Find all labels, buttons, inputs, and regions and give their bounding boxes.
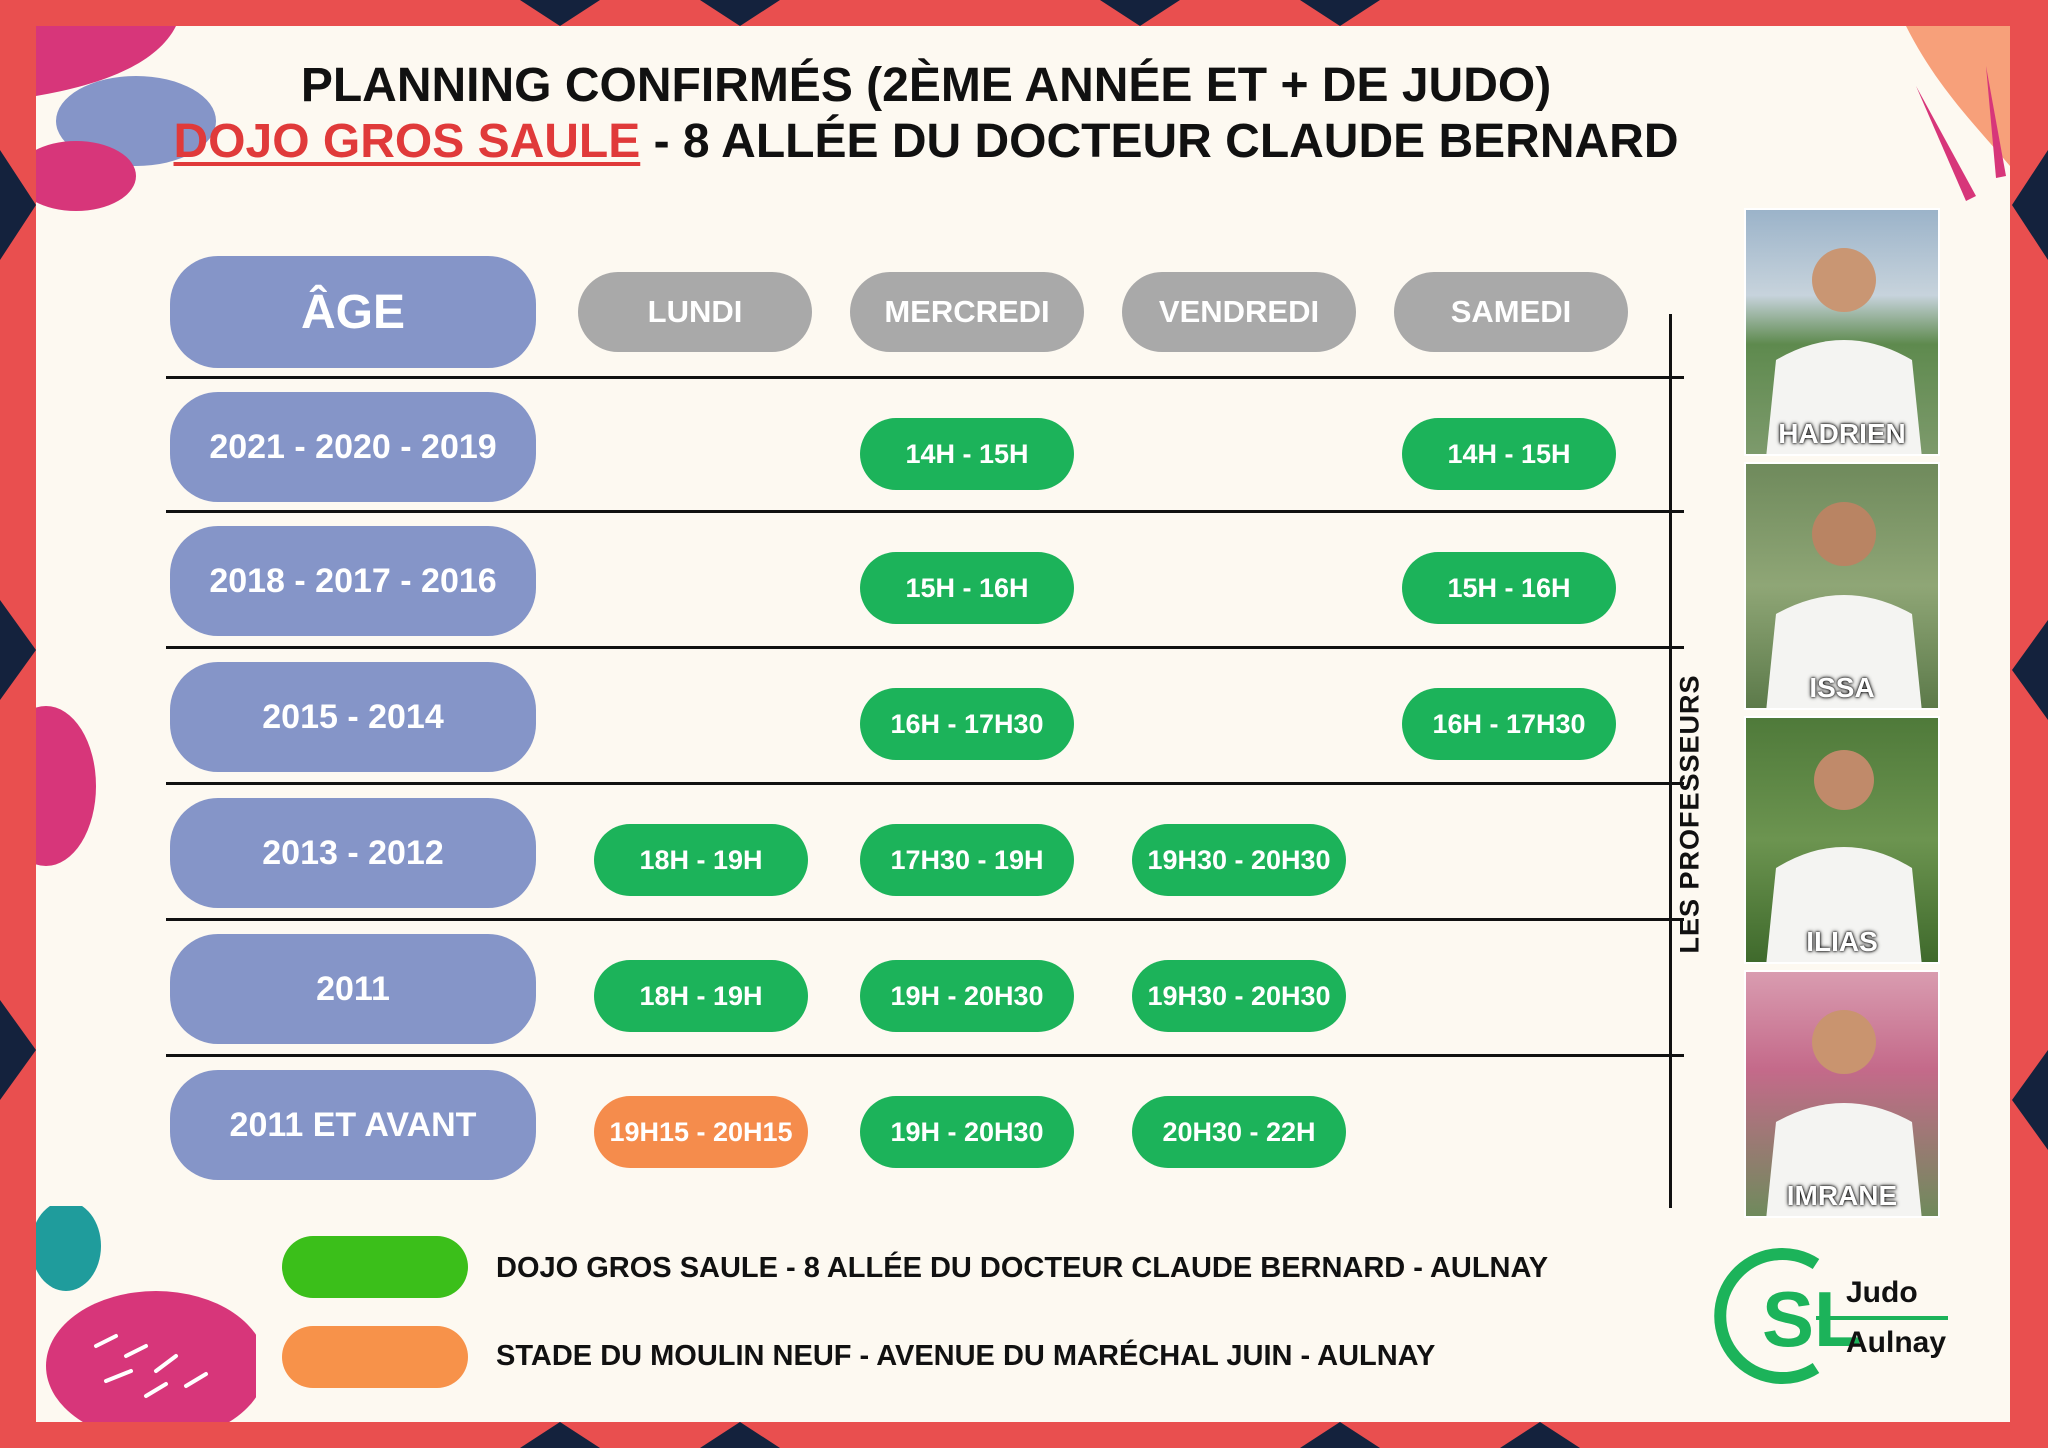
- slot-samedi: 14H - 15H: [1402, 418, 1616, 490]
- age-header: ÂGE: [170, 256, 536, 368]
- professor-name: HADRIEN: [1778, 418, 1906, 449]
- logo-text-aulnay: Aulnay: [1846, 1326, 1947, 1359]
- age-cell: 2011: [170, 934, 536, 1044]
- slot-vendredi: 19H30 - 20H30: [1132, 824, 1346, 896]
- day-header-vendredi: VENDREDI: [1122, 272, 1356, 352]
- slot-lundi: 18H - 19H: [594, 824, 808, 896]
- age-cell: 2021 - 2020 - 2019: [170, 392, 536, 502]
- legend-swatch-orange: [282, 1326, 468, 1388]
- row-divider: [166, 646, 1684, 649]
- decor-blobs-top-right: [1876, 26, 2010, 226]
- age-cell: 2018 - 2017 - 2016: [170, 526, 536, 636]
- venue-address: - 8 ALLÉE DU DOCTEUR CLAUDE BERNARD: [640, 115, 1679, 168]
- professor-photo-issa: [1744, 462, 1940, 710]
- row-divider: [166, 1054, 1684, 1057]
- professor-photo-imrane: [1744, 970, 1940, 1218]
- slot-samedi: 15H - 16H: [1402, 552, 1616, 624]
- page-subtitle: [36, 114, 1816, 169]
- legend-swatch-green: [282, 1236, 468, 1298]
- row-divider: [166, 376, 1684, 379]
- professor-name: ILIAS: [1806, 926, 1878, 957]
- day-header-lundi: LUNDI: [578, 272, 812, 352]
- slot-mercredi: 19H - 20H30: [860, 960, 1074, 1032]
- svg-text:SL: SL: [1762, 1275, 1862, 1363]
- logo-text-judo: Judo: [1846, 1276, 1918, 1309]
- age-cell: 2011 ET AVANT: [170, 1070, 536, 1180]
- venue-name: DOJO GROS SAULE: [173, 115, 641, 168]
- age-cell: 2015 - 2014: [170, 662, 536, 772]
- slot-vendredi: 20H30 - 22H: [1132, 1096, 1346, 1168]
- professors-divider: [1669, 314, 1672, 1208]
- poster: [36, 26, 2010, 1422]
- csl-judo-aulnay-logo: [1696, 1246, 1966, 1386]
- decor-blob-bottom-left: [36, 1206, 256, 1422]
- slot-mercredi: 14H - 15H: [860, 418, 1074, 490]
- professor-photo-ilias: [1744, 716, 1940, 964]
- day-header-samedi: SAMEDI: [1394, 272, 1628, 352]
- professors-label: LES PROFESSEURS: [1674, 674, 1705, 954]
- professor-name: IMRANE: [1786, 1180, 1898, 1211]
- row-divider: [166, 510, 1684, 513]
- legend-text-green: DOJO GROS SAULE - 8 ALLÉE DU DOCTEUR CLAUDE BERNARD - AULNAY: [496, 1252, 1549, 1284]
- slot-mercredi: 17H30 - 19H: [860, 824, 1074, 896]
- row-divider: [166, 782, 1684, 785]
- age-cell: 2013 - 2012: [170, 798, 536, 908]
- day-header-mercredi: MERCREDI: [850, 272, 1084, 352]
- professor-name: ISSA: [1809, 672, 1875, 703]
- slot-mercredi: 15H - 16H: [860, 552, 1074, 624]
- slot-mercredi: 16H - 17H30: [860, 688, 1074, 760]
- decor-blob-left: [36, 666, 106, 886]
- slot-mercredi: 19H - 20H30: [860, 1096, 1074, 1168]
- row-divider: [166, 918, 1684, 921]
- slot-lundi: 19H15 - 20H15: [594, 1096, 808, 1168]
- professor-photo-hadrien: [1744, 208, 1940, 456]
- slot-lundi: 18H - 19H: [594, 960, 808, 1032]
- page-title: PLANNING CONFIRMÉS (2ÈME ANNÉE ET + DE JUDO): [300, 59, 1552, 112]
- slot-vendredi: 19H30 - 20H30: [1132, 960, 1346, 1032]
- slot-samedi: 16H - 17H30: [1402, 688, 1616, 760]
- legend-text-orange: STADE DU MOULIN NEUF - AVENUE DU MARÉCHAL JUIN - AULNAY: [496, 1340, 1436, 1372]
